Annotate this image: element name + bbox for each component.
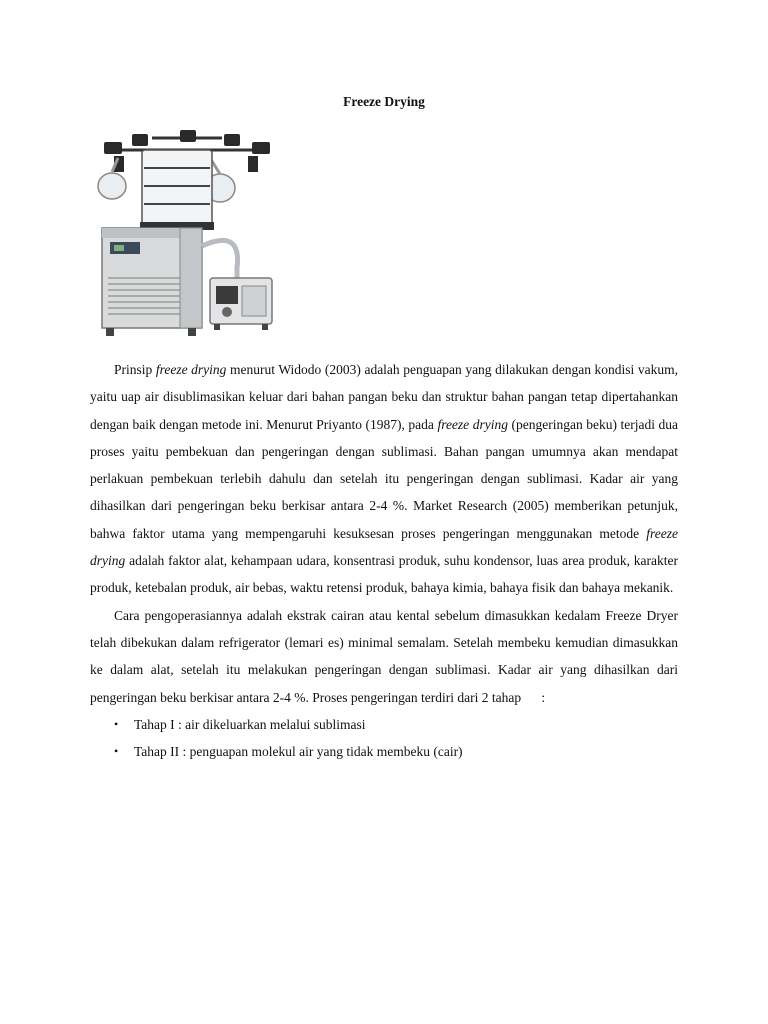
body-text [90,356,678,765]
document-title: Freeze Drying [343,94,425,109]
stage-list [90,711,678,766]
freeze-dryer-image [92,128,282,343]
paragraph-2: Cara pengoperasiannya adalah ekstrak cairan atau kental sebelum dimasukkan kedalam Freeze Dryer telah dibekukan dalam refrigerator (lemari es) minimal semalam. Setelah membeku kemudian dimasukkan ke dalam alat, setelah itu melakukan pengeringan dengan sublimasi. Kadar air yang dihasilkan dari pengeringan beku berkisar antara 2-4 %. Proses pengeringan terdiri dari 2 tahap : [90,607,678,705]
list-item: • Tahap II : penguapan molekul air yang tidak membeku (cair) [90,738,678,765]
bullet-icon: • [114,716,119,731]
bullet-icon: • [114,744,119,759]
paragraph-1: Prinsip freeze drying menurut Widodo (2003) adalah penguapan yang dilakukan dengan kondisi vakum, yaitu uap air disublimasikan keluar dari bahan pangan beku dan struktur bahan pangan tetap dipertahankan dengan baik dengan metode ini. Menurut Priyanto (1987), pada freeze drying (pengeringan beku) terjadi dua proses yaitu pembekuan dan pengeringan dengan sublimasi. Bahan pangan umumnya akan mendapat perlakuan pembekuan terlebih dahulu dan setelah itu pengeringan dengan sublimasi. Kadar air yang dihasilkan dari pengeringan beku berkisar antara 2-4 %. Market Research (2005) memberikan petunjuk, bahwa faktor utama yang mempengaruhi kesuksesan proses pengeringan menggunakan metode freeze drying adalah faktor alat, kehampaan udara, konsentrasi produk, suhu kondensor, luas area produk, karakter produk, ketebalan produk, air bebas, waktu retensi produk, bahaya kimia, bahaya fisik dan bahaya mekanik. [90,362,678,596]
list-item: • Tahap I : air dikeluarkan melalui sublimasi [90,711,678,738]
